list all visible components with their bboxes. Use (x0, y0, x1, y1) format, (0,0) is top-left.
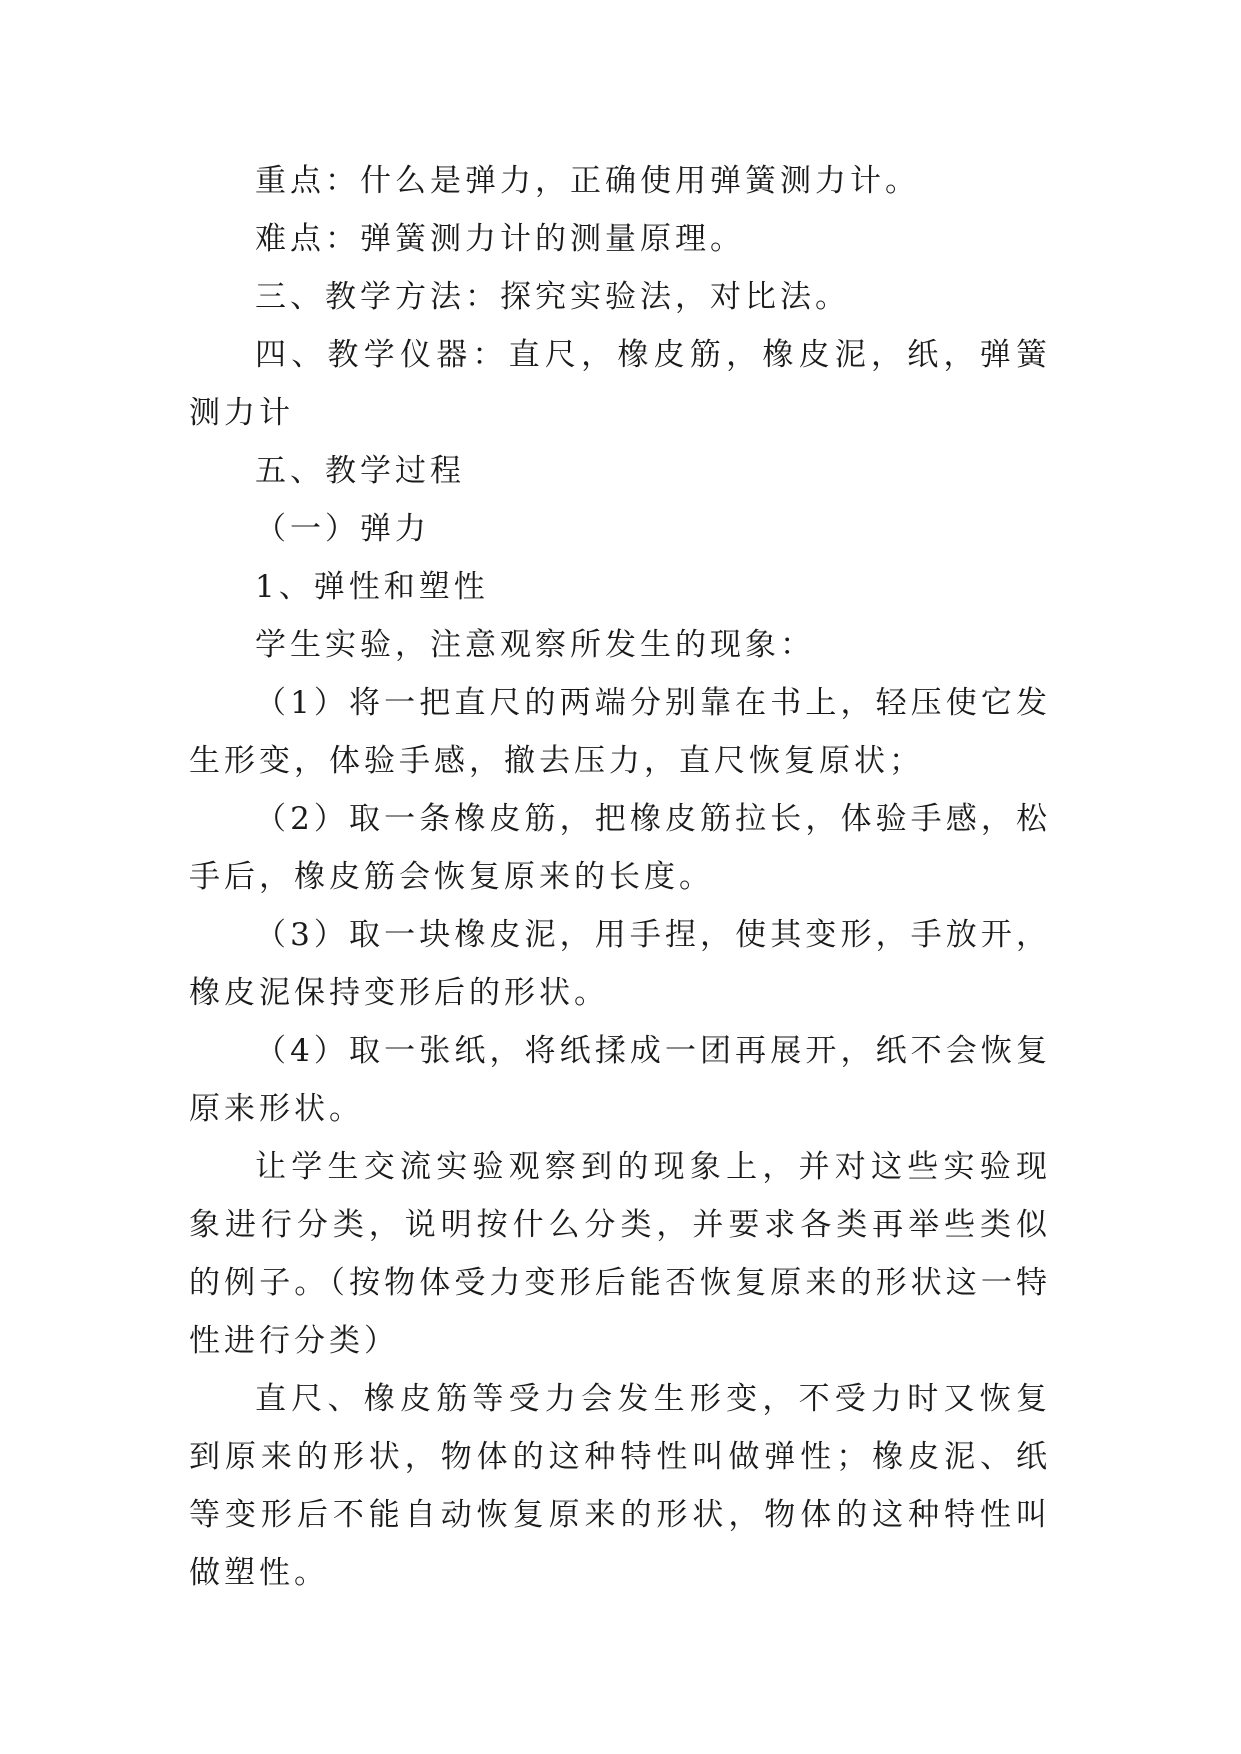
paragraph-student-experiment: 学生实验，注意观察所发生的现象： (255, 627, 815, 663)
paragraph-teaching-instruments: 四、教学仪器：直尺，橡皮筋，橡皮泥，纸，弹簧测力计 (189, 337, 1051, 431)
paragraph-experiment-3: （3）取一块橡皮泥，用手捏，使其变形，手放开，橡皮泥保持变形后的形状。 (189, 917, 1051, 1011)
paragraph-conclusion: 直尺、橡皮筋等受力会发生形变，不受力时又恢复到原来的形状，物体的这种特性叫做弹性；橡皮泥、纸等变形后不能自动恢复原来的形状，物体的这种特性叫做塑性。 (189, 1381, 1051, 1591)
heading-elasticity-plasticity: 1、弹性和塑性 (255, 569, 489, 605)
heading-teaching-process: 五、教学过程 (255, 453, 465, 489)
paragraph-experiment-2: （2）取一条橡皮筋，把橡皮筋拉长，体验手感，松手后，橡皮筋会恢复原来的长度。 (189, 801, 1051, 895)
paragraph-teaching-method: 三、教学方法：探究实验法，对比法。 (255, 279, 850, 315)
paragraph-experiment-4: （4）取一张纸，将纸揉成一团再展开，纸不会恢复原来形状。 (189, 1033, 1051, 1127)
paragraph-classification: 让学生交流实验观察到的现象上，并对这些实验现象进行分类，说明按什么分类，并要求各类再举些类似的例子。（按物体受力变形后能否恢复原来的形状这一特性进行分类） (189, 1149, 1051, 1359)
document-body (189, 152, 1051, 1602)
paragraph-difficulty: 难点：弹簧测力计的测量原理。 (255, 221, 745, 257)
paragraph-experiment-1: （1）将一把直尺的两端分别靠在书上，轻压使它发生形变，体验手感，撤去压力，直尺恢复原状； (189, 685, 1051, 779)
heading-elastic-force: （一）弹力 (255, 511, 430, 547)
paragraph-key-point: 重点：什么是弹力，正确使用弹簧测力计。 (255, 163, 920, 199)
